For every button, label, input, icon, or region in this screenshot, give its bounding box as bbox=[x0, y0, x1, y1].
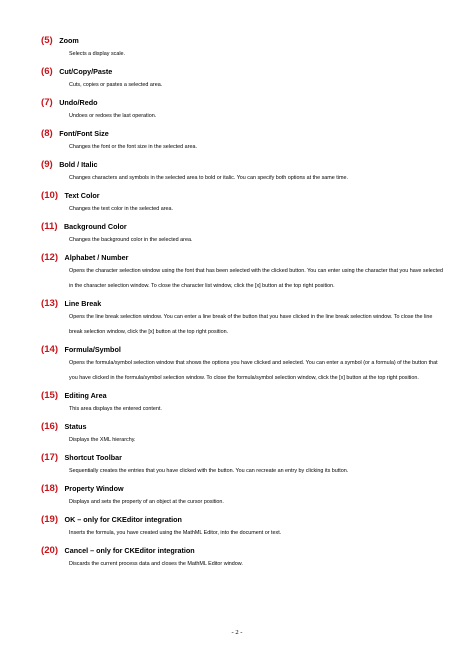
entry-heading bbox=[41, 156, 445, 170]
entry-heading bbox=[41, 249, 445, 263]
entry-zoom bbox=[41, 32, 445, 63]
entry-title: Undo/Redo bbox=[59, 98, 98, 107]
entry-number: (14) bbox=[41, 344, 59, 355]
entry-number: (7) bbox=[41, 97, 53, 108]
entry-description: Opens the formula/symbol selection window that shows the options you have clicked and selected. You can enter a symbol (or a formula) of the button that you have clicked in the formula/symbol selection window. To close the formula/symbol selection window, click the [x] button at the top right position. bbox=[69, 360, 438, 381]
entry-number: (5) bbox=[41, 35, 53, 46]
entry-description: Selects a display scale. bbox=[69, 51, 126, 57]
entry-title: Formula/Symbol bbox=[64, 345, 121, 354]
entry-title: Editing Area bbox=[64, 391, 107, 400]
page-number: - 2 - bbox=[231, 629, 243, 636]
entry-heading bbox=[41, 387, 445, 401]
entry-line-break bbox=[41, 295, 445, 341]
entry-number: (6) bbox=[41, 66, 53, 77]
entry-description: Discards the current process data and closes the MathML Editor window. bbox=[69, 561, 243, 567]
entry-title: Property Window bbox=[64, 484, 124, 493]
entry-heading bbox=[41, 187, 445, 201]
entry-heading bbox=[41, 94, 445, 108]
entry-number: (12) bbox=[41, 252, 59, 263]
entry-title: Cut/Copy/Paste bbox=[59, 67, 113, 76]
entry-description: Undoes or redoes the last operation. bbox=[69, 113, 157, 119]
entry-heading bbox=[41, 418, 445, 432]
entry-title: Alphabet / Number bbox=[64, 253, 129, 262]
entry-description: Cuts, copies or pastes a selected area. bbox=[69, 82, 163, 88]
entry-cancel bbox=[41, 542, 445, 573]
entry-heading bbox=[41, 32, 445, 46]
entry-title: Cancel – only for CKEditor integration bbox=[64, 546, 195, 555]
entry-shortcut-toolbar bbox=[41, 449, 445, 480]
entry-description: Displays and sets the property of an object at the cursor position. bbox=[69, 499, 224, 505]
entry-heading bbox=[41, 63, 445, 77]
entry-description: Changes characters and symbols in the selected area to bold or italic. You can specify both options at the same time. bbox=[69, 175, 348, 181]
entry-description: Sequentially creates the entries that you have clicked with the button. You can recreate an entry by clicking its button. bbox=[69, 468, 349, 474]
entry-text-color bbox=[41, 187, 445, 218]
entry-title: Background Color bbox=[63, 222, 127, 231]
entry-description: Changes the background color in the selected area. bbox=[69, 237, 193, 243]
entry-alphabet-number bbox=[41, 249, 445, 295]
entry-heading bbox=[41, 295, 445, 309]
entry-number: (19) bbox=[41, 514, 59, 525]
entry-number: (17) bbox=[41, 452, 59, 463]
entry-list bbox=[41, 32, 445, 573]
entry-number: (10) bbox=[41, 190, 59, 201]
entry-number: (18) bbox=[41, 483, 59, 494]
entry-description: Changes the text color in the selected area. bbox=[69, 206, 173, 212]
entry-description: This area displays the entered content. bbox=[69, 406, 162, 412]
entry-ok bbox=[41, 511, 445, 542]
entry-title: Zoom bbox=[59, 36, 79, 45]
entry-number: (8) bbox=[41, 128, 53, 139]
entry-title: Status bbox=[64, 422, 87, 431]
entry-heading bbox=[41, 511, 445, 525]
entry-number: (13) bbox=[41, 298, 59, 309]
entry-number: (15) bbox=[41, 390, 59, 401]
entry-editing-area bbox=[41, 387, 445, 418]
entry-cut-copy-paste bbox=[41, 63, 445, 94]
entry-description: Inserts the formula, you have created using the MathML Editor, into the document or text. bbox=[69, 530, 282, 536]
entry-title: Bold / Italic bbox=[59, 160, 98, 169]
entry-title: Font/Font Size bbox=[59, 129, 109, 138]
entry-title: Text Color bbox=[64, 191, 100, 200]
entry-heading bbox=[41, 218, 445, 232]
entry-status bbox=[41, 418, 445, 449]
entry-title: Line Break bbox=[64, 299, 102, 308]
entry-title: Shortcut Toolbar bbox=[64, 453, 122, 462]
entry-background-color bbox=[41, 218, 445, 249]
entry-description: Changes the font or the font size in the selected area. bbox=[69, 144, 197, 150]
entry-heading bbox=[41, 341, 445, 355]
entry-font-size bbox=[41, 125, 445, 156]
entry-formula-symbol bbox=[41, 341, 445, 387]
entry-title: OK – only for CKEditor integration bbox=[64, 515, 182, 524]
entry-property-window bbox=[41, 480, 445, 511]
entry-heading bbox=[41, 480, 445, 494]
entry-number: (9) bbox=[41, 159, 53, 170]
entry-undo-redo bbox=[41, 94, 445, 125]
entry-heading bbox=[41, 449, 445, 463]
entry-heading bbox=[41, 125, 445, 139]
entry-number: (20) bbox=[41, 545, 59, 556]
entry-heading bbox=[41, 542, 445, 556]
entry-description: Opens the character selection window using the font that has been selected with the clicked button. You can enter using the character that you have selected in the character selection window. To close the character list window, click the [x] button at the top right position. bbox=[69, 268, 443, 289]
entry-number: (16) bbox=[41, 421, 59, 432]
entry-number: (11) bbox=[41, 221, 58, 232]
entry-description: Displays the XML hierarchy. bbox=[69, 437, 136, 443]
entry-bold-italic bbox=[41, 156, 445, 187]
entry-description: Opens the line break selection window. You can enter a line break of the button that you have clicked in the line break selection window. To close the line break selection window, click the [x] button at the top right position. bbox=[69, 314, 433, 335]
